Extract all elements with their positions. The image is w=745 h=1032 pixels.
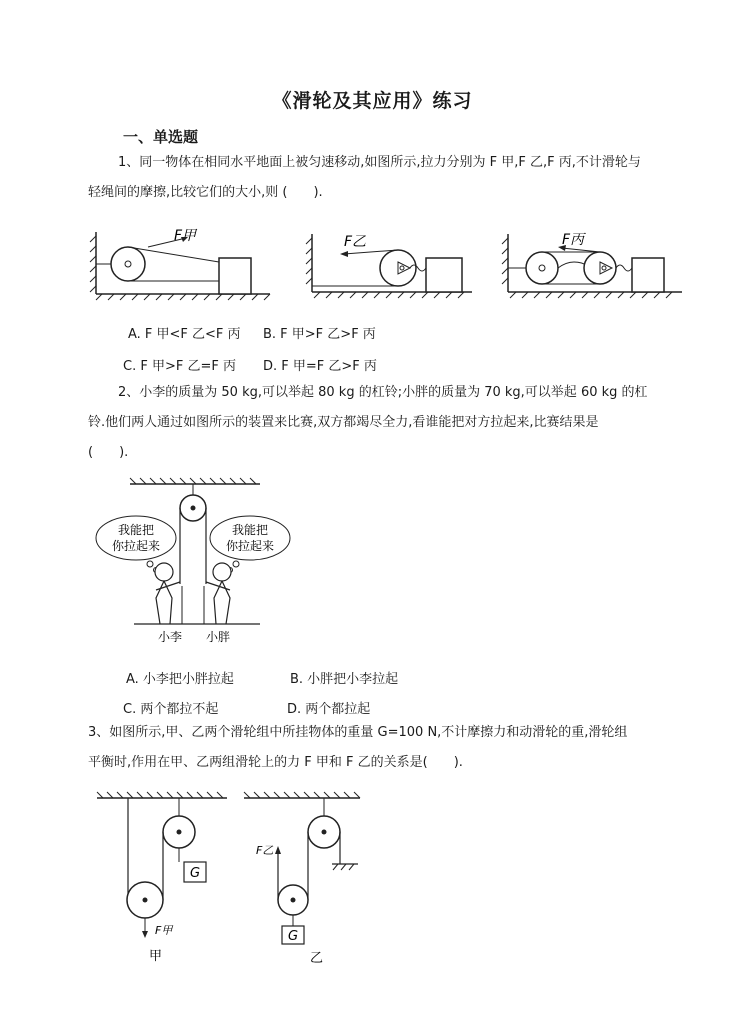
question-1-line-1: 1、同一物体在相同水平地面上被匀速移动,如图所示,拉力分别为 F 甲,F 乙,F 丙,不计滑轮与	[118, 155, 641, 170]
q2-option-a[interactable]: A. 小李把小胖拉起	[126, 672, 234, 687]
question-2-line-3: ( ).	[88, 445, 129, 460]
q1-figure-3	[500, 222, 690, 304]
caption-yi: 乙	[310, 951, 324, 966]
question-3-line-1: 3、如图所示,甲、乙两个滑轮组中所挂物体的重量 G=100 N,不计摩擦力和动滑轮的重,滑轮组	[88, 725, 628, 740]
bubble-right-line-2: 你拉起来	[225, 539, 275, 553]
page-title: 《滑轮及其应用》练习	[272, 90, 473, 112]
bubble-right-line-1: 我能把	[231, 523, 269, 537]
question-3-text	[88, 718, 668, 778]
question-3-line-2: 平衡时,作用在甲、乙两组滑轮上的力 F 甲和 F 乙的关系是( ).	[88, 755, 463, 770]
q1-figure-2	[298, 222, 478, 304]
force-label-f-jia: F甲	[174, 228, 197, 244]
q1-figure-1	[88, 222, 278, 304]
question-1-line-2: 轻绳间的摩擦,比较它们的大小,则 ( ).	[88, 185, 323, 200]
question-2-text	[88, 378, 668, 468]
q2-option-d[interactable]: D. 两个都拉起	[287, 702, 371, 717]
q1-option-d[interactable]: D. F 甲=F 乙>F 丙	[263, 359, 377, 374]
q3-figure-yi	[240, 792, 380, 967]
question-2-line-2: 铃.他们两人通过如图所示的装置来比赛,双方都竭尽全力,看谁能把对方拉起来,比赛结果是	[88, 415, 599, 430]
bubble-left-line-1: 我能把	[117, 523, 155, 537]
person-name-xiaopang: 小胖	[205, 630, 231, 644]
q1-option-c[interactable]: C. F 甲>F 乙=F 丙	[123, 359, 236, 374]
q1-option-a[interactable]: A. F 甲<F 乙<F 丙	[128, 327, 241, 342]
q2-option-b[interactable]: B. 小胖把小李拉起	[290, 672, 399, 687]
force-label-f-yi: F乙	[344, 234, 367, 250]
q1-option-b[interactable]: B. F 甲>F 乙>F 丙	[263, 327, 376, 342]
question-1-text	[88, 148, 668, 208]
q2-option-c[interactable]: C. 两个都拉不起	[123, 702, 219, 717]
q3-figure-jia	[95, 792, 235, 967]
person-name-xiaoli: 小李	[157, 630, 183, 644]
q2-figure	[90, 478, 310, 648]
force-label-f-jia-q3: F甲	[155, 924, 173, 937]
force-label-f-yi-q3: F乙	[256, 844, 274, 857]
question-2-line-1: 2、小李的质量为 50 kg,可以举起 80 kg 的杠铃;小胖的质量为 70 kg,可以举起 60 kg 的杠	[118, 385, 648, 400]
weight-label-yi: G	[287, 929, 299, 944]
section-title: 一、单选题	[123, 128, 199, 146]
caption-jia: 甲	[149, 949, 163, 964]
weight-label-jia: G	[189, 866, 201, 881]
bubble-left-line-2: 你拉起来	[111, 539, 161, 553]
force-label-f-bing: F丙	[562, 232, 585, 248]
